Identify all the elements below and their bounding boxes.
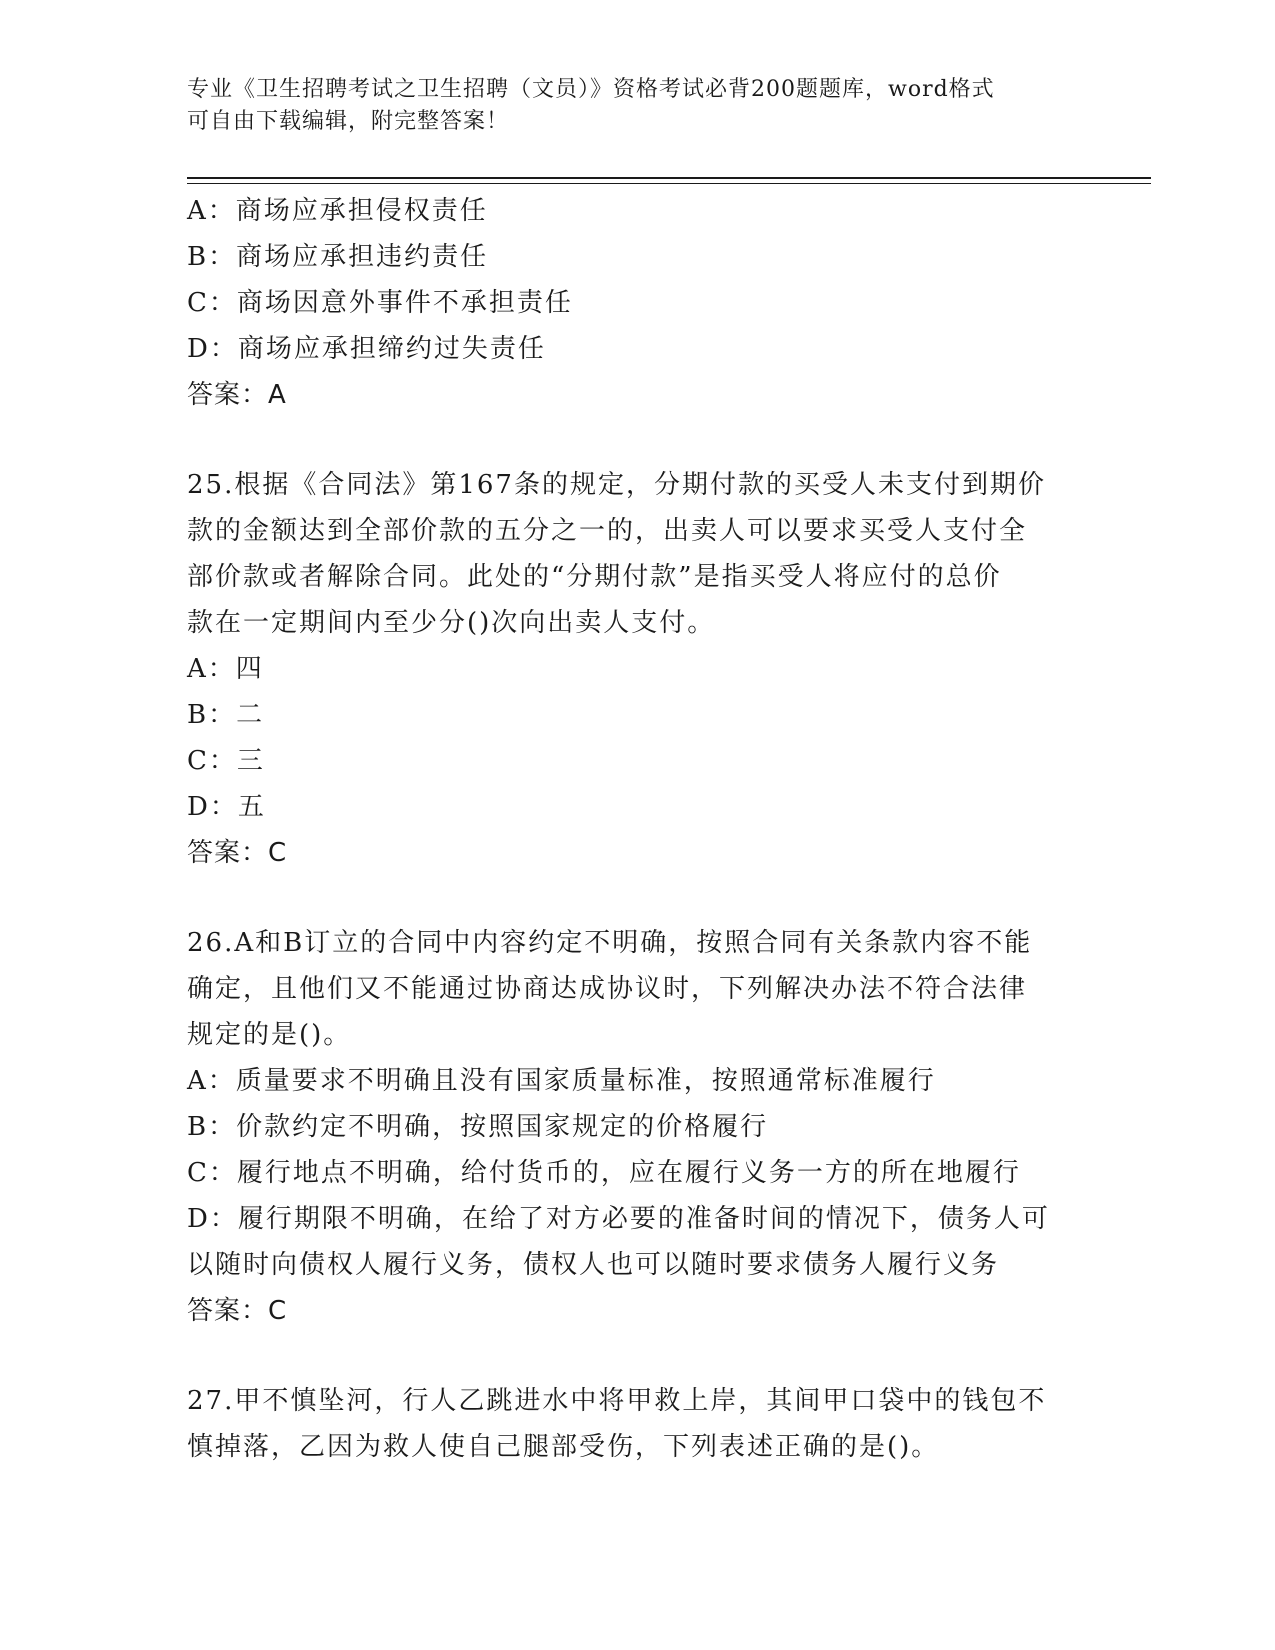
- option-b: B：二: [187, 700, 265, 730]
- document-body: [187, 188, 1087, 1470]
- option-a: A：质量要求不明确且没有国家质量标准，按照通常标准履行: [187, 1066, 936, 1096]
- header-rule-thick: [187, 177, 1151, 179]
- option-d-continued: 以随时向债权人履行义务，债权人也可以随时要求债务人履行义务: [187, 1250, 1000, 1280]
- answer-line: 答案：C: [187, 1296, 288, 1326]
- header-line-2: 可自由下载编辑，附完整答案！: [187, 109, 510, 134]
- option-a: A：四: [187, 654, 264, 684]
- answer-line: 答案：C: [187, 838, 288, 868]
- option-c: C：三: [187, 746, 265, 776]
- question-stem-line: 规定的是()。: [187, 1020, 352, 1050]
- option-d: D：五: [187, 792, 266, 822]
- question-26: [187, 920, 1087, 1334]
- question-stem-line: 27.甲不慎坠河，行人乙跳进水中将甲救上岸，其间甲口袋中的钱包不: [187, 1386, 1047, 1416]
- header-line-1: 专业《卫生招聘考试之卫生招聘（文员）》资格考试必背200题题库，word格式: [187, 77, 995, 102]
- option-d: D：履行期限不明确，在给了对方必要的准备时间的情况下，债务人可: [187, 1204, 1050, 1234]
- header-rule-thin: [187, 183, 1151, 184]
- question-24: [187, 188, 1087, 418]
- question-25: [187, 462, 1087, 876]
- question-spacer: [187, 418, 1087, 462]
- question-stem-line: 25.根据《合同法》第167条的规定，分期付款的买受人未支付到期价: [187, 470, 1046, 500]
- question-spacer: [187, 876, 1087, 920]
- question-stem-line: 确定，且他们又不能通过协商达成协议时，下列解决办法不符合法律: [187, 974, 1028, 1004]
- question-stem-line: 慎掉落，乙因为救人使自己腿部受伤，下列表述正确的是()。: [187, 1432, 940, 1462]
- question-stem-line: 款在一定期间内至少分()次向出卖人支付。: [187, 608, 716, 638]
- option-b: B：商场应承担违约责任: [187, 242, 489, 272]
- question-spacer: [187, 1334, 1087, 1378]
- question-stem-line: 26.A和B订立的合同中内容约定不明确，按照合同有关条款内容不能: [187, 928, 1033, 958]
- option-d: D：商场应承担缔约过失责任: [187, 334, 546, 364]
- page-header: [187, 74, 1087, 138]
- question-stem-line: 款的金额达到全部价款的五分之一的，出卖人可以要求买受人支付全: [187, 516, 1028, 546]
- option-c: C：履行地点不明确，给付货币的，应在履行义务一方的所在地履行: [187, 1158, 1021, 1188]
- option-a: A：商场应承担侵权责任: [187, 196, 488, 226]
- option-b: B：价款约定不明确，按照国家规定的价格履行: [187, 1112, 769, 1142]
- question-stem-line: 部价款或者解除合同。此处的“分期付款”是指买受人将应付的总价: [187, 562, 1002, 592]
- option-c: C：商场因意外事件不承担责任: [187, 288, 573, 318]
- answer-line: 答案：A: [187, 380, 287, 410]
- question-27: [187, 1378, 1087, 1470]
